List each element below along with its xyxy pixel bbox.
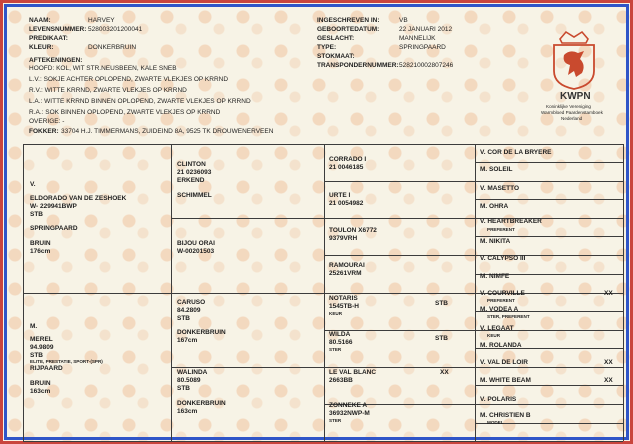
kleur-label: KLEUR: <box>29 44 54 51</box>
gen3-toulon-number: 9379VRH <box>329 235 358 242</box>
dam-number: 94.9809 <box>30 344 54 351</box>
gen3-levalblanc-mark: XX <box>440 369 449 376</box>
gen2-clinton-number: 21 0236093 <box>177 169 212 176</box>
gen4-courville: V. COURVILLE <box>480 290 525 297</box>
gen2-walinda-height: 163cm <box>177 408 198 415</box>
logo-name: KWPN <box>560 91 591 102</box>
gen4-valdeloir: V. VAL DE LOIR <box>480 359 528 366</box>
gen3-notaris-mark: STB <box>435 300 448 307</box>
gen2-clinton-name: CLINTON <box>177 161 206 168</box>
gen4-polaris: V. POLARIS <box>480 396 517 403</box>
dam-color: BRUIN <box>30 380 51 387</box>
gen4-rolanda: M. ROLANDA <box>480 342 522 349</box>
gen2-bijou-number: W-00201503 <box>177 248 215 255</box>
lion-crest-icon <box>530 29 618 91</box>
gen4-calypso: V. CALYPSO III <box>480 255 526 262</box>
gen2-caruso-pred: STB <box>177 315 190 322</box>
pedigree-bottom-border <box>23 441 623 442</box>
gen4-vodea: M. VODEA A <box>480 306 519 313</box>
ingeschreven-label: INGESCHREVEN IN: <box>317 17 380 24</box>
gen4-heartbreaker: V. HEARTBREAKER <box>480 218 542 225</box>
gen4-christien: M. CHRISTIEN B <box>480 412 531 419</box>
pedigree-top-border <box>23 144 623 145</box>
gen4-cordelabryere: V. COR DE LA BRYERE <box>480 149 552 156</box>
gen2-caruso-color: DONKERBRUIN <box>177 329 226 336</box>
geslacht-value: MANNELIJK <box>399 35 436 42</box>
gen2-caruso-number: 84.2809 <box>177 307 201 314</box>
dam-predikaat: STB <box>30 352 43 359</box>
transponder-label: TRANSPONDERNUMMER: <box>317 62 399 69</box>
kleur-value: DONKERBRUIN <box>88 44 137 51</box>
row-divider-q1 <box>171 218 623 219</box>
pedigree-right-border <box>623 144 624 441</box>
gen3-wilda-name: WILDA <box>329 331 351 338</box>
gen4-whitebeam-mark: XX <box>604 377 613 384</box>
sire-type: SPRINGPAARD <box>30 225 78 232</box>
gen2-walinda-color: DONKERBRUIN <box>177 400 226 407</box>
dam-name: MEREL <box>30 336 53 343</box>
gen4-courville-extra: PREFERENT <box>487 298 515 303</box>
row-divider-e3 <box>324 255 623 256</box>
row-divider-q3 <box>171 367 623 368</box>
row-divider-s5 <box>475 236 623 237</box>
gen4-heartbreaker-extra: PREFERENT <box>487 227 515 232</box>
gen3-wilda-mark: STB <box>435 335 448 342</box>
type-value: SPRINGPAARD <box>399 44 446 51</box>
gen3-urte-number: 21 0054982 <box>329 200 364 207</box>
gen4-legaat-extra: KEUR <box>487 333 501 338</box>
gen4-courville-mark: XX <box>604 290 613 297</box>
logo-line1: Koninklijke Vereniging <box>546 104 591 109</box>
gen4-soleil: M. SOLEIL <box>480 166 513 173</box>
gen3-corrado-number: 21 0046185 <box>329 164 364 171</box>
gen3-ramourai-name: RAMOURAI <box>329 262 365 269</box>
fokker-value: 33704 H.J. TIMMERMANS, ZUIDEIND 8A, 9525 TK DROUWENERVEEN <box>61 128 274 135</box>
gen2-walinda-number: 80.5089 <box>177 377 201 384</box>
aftekening-ra: R.A.: SOK BINNEN OPLOPEND, ZWARTE VLEKJES OP KRRND <box>29 109 221 116</box>
gen2-caruso-height: 167cm <box>177 337 198 344</box>
gen2-clinton-pred: ERKEND <box>177 177 205 184</box>
gen3-toulon-name: TOULON X6772 <box>329 227 377 234</box>
dam-height: 163cm <box>30 388 51 395</box>
fokker-label: FOKKER: <box>29 128 59 135</box>
row-divider-s1 <box>475 162 623 163</box>
aftekening-la: L.A.: WITTE KRRND BINNEN OPLOPEND, ZWARTE VLEKJES OP KRRND <box>29 98 251 105</box>
levensnummer-label: LEVENSNUMMER: <box>29 26 87 33</box>
geboortedatum-label: GEBOORTEDATUM: <box>317 26 380 33</box>
stokmaat-label: STOKMAAT: <box>317 53 355 60</box>
dam-extra: ELITE, PRESTATIE, SPORT-(SPR) <box>30 359 103 364</box>
gen3-zonneke-number: 36932NWP-M <box>329 410 370 417</box>
sire-number: W- 229941BWP <box>30 203 77 210</box>
ingeschreven-value: VB <box>399 17 408 24</box>
gen4-whitebeam: M. WHITE BEAM <box>480 377 531 384</box>
naam-value: HARVEY <box>88 17 115 24</box>
predikaat-label: PREDIKAAT: <box>29 35 68 42</box>
sire-name: ELDORADO VAN DE ZESHOEK <box>30 195 127 202</box>
gen3-zonneke-name: ZONNEKE A <box>329 402 368 409</box>
row-divider-s13 <box>475 385 623 386</box>
gen3-notaris-name: NOTARIS <box>329 295 358 302</box>
gen2-walinda-pred: STB <box>177 385 190 392</box>
aftekening-lv: L.V.: SOKJE ACHTER OPLOPEND, ZWARTE VLEKJES OP KRRND <box>29 76 229 83</box>
gen3-levalblanc-name: LE VAL BLANC <box>329 369 377 376</box>
type-label: TYPE: <box>317 44 337 51</box>
gen3-urte-name: URTE I <box>329 192 351 199</box>
dam-prefix: M. <box>30 323 38 330</box>
gen4-nikita: M. NIKITA <box>480 238 511 245</box>
gen3-levalblanc-number: 2663BB <box>329 377 353 384</box>
sire-predikaat: STB <box>30 211 43 218</box>
levensnummer-value: 528003201200041 <box>88 26 143 33</box>
aftekening-rv: R.V.: WITTE KRRND, ZWARTE VLEKJES OP KRRND <box>29 87 187 94</box>
kwpn-logo <box>530 29 618 124</box>
row-divider-e1 <box>324 181 623 182</box>
gen3-notaris-extra: KEUR <box>329 311 343 316</box>
sire-height: 176cm <box>30 248 51 255</box>
gen2-walinda-name: WALINDA <box>177 369 208 376</box>
gen2-bijou-name: BIJOU ORAI <box>177 240 215 247</box>
gen4-legaat: V. LEGAAT <box>480 325 514 332</box>
gen3-zonneke-extra: STER <box>329 418 342 423</box>
gen4-vodea-extra: STER, PREFERENT <box>487 314 530 319</box>
gen3-ramourai-number: 25261VRM <box>329 270 362 277</box>
gen2-clinton-color: SCHIMMEL <box>177 192 212 199</box>
logo-line3: Nederland <box>561 116 583 121</box>
gen4-masetto: V. MASETTO <box>480 185 520 192</box>
geslacht-label: GESLACHT: <box>317 35 355 42</box>
aftekening-hoofd: HOOFD: KOL, WIT STR.NEUSBEEN, KALE SNEB <box>29 65 177 72</box>
row-divider-half <box>23 293 623 294</box>
gen3-corrado-name: CORRADO I <box>329 156 367 163</box>
gen3-wilda-number: 80.5166 <box>329 339 353 346</box>
geboortedatum-value: 22 JANUARI 2012 <box>399 26 453 33</box>
sire-prefix: V. <box>30 181 36 188</box>
naam-label: NAAM: <box>29 17 51 24</box>
logo-line2: Warmbloed Paardenstamboek <box>541 110 603 115</box>
gen3-wilda-extra: STER <box>329 347 342 352</box>
gen4-valdeloir-mark: XX <box>604 359 613 366</box>
gen2-caruso-name: CARUSO <box>177 299 206 306</box>
row-divider-e5 <box>324 330 623 331</box>
sire-color: BRUIN <box>30 240 51 247</box>
transponder-value: 528210002807246 <box>399 62 454 69</box>
dam-type: RIJPAARD <box>30 365 63 372</box>
gen3-notaris-number: 1545TB-H <box>329 303 359 310</box>
gen4-ohra: M. OHRA <box>480 203 509 210</box>
gen4-christien-extra: MODEL <box>487 420 504 425</box>
row-divider-e7 <box>324 404 623 405</box>
row-divider-s3 <box>475 199 623 200</box>
aftekening-overige: OVERIGE: - <box>29 118 65 125</box>
gen4-nimfe: M. NIMFE <box>480 273 510 280</box>
aftekeningen-label: AFTEKENINGEN: <box>29 57 83 64</box>
